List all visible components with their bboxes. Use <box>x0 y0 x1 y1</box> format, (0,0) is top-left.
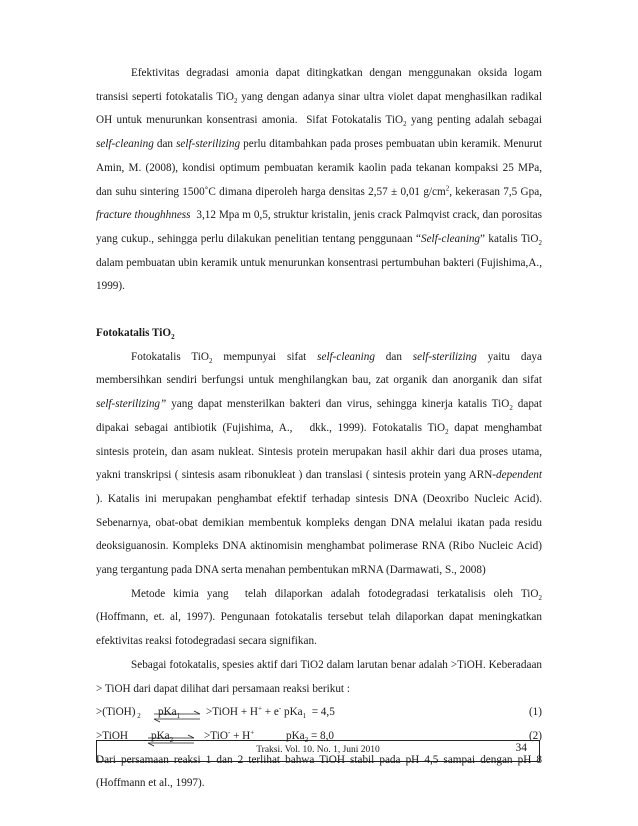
eq1-products: >TiOH + H+ + e- pKa$_1$ = 4,5 <box>206 704 335 721</box>
eq2-number: (2) <box>528 729 542 742</box>
eq1-number: (1) <box>528 706 542 719</box>
section-heading: Fotokatalis TiO$_2$ <box>96 327 175 342</box>
body-text <box>96 62 542 796</box>
page-number: 34 <box>515 742 527 754</box>
footer-box <box>96 740 540 762</box>
eq1-reactant: >(TiOH) $_2$ <box>96 706 141 721</box>
eq2-products: >TiO- + H+ <box>204 728 255 742</box>
equilibrium-arrow-icon <box>152 710 202 724</box>
equation-1 <box>96 701 542 725</box>
paragraph-4: Sebagai fotokatalis, spesies aktif dari TiO2 dalam larutan benar adalah >TiOH. Keberadaan > TiOH dari dapat dilihat dari persamaan reaksi berikut : <box>96 658 542 695</box>
paragraph-5: Dari persamaan reaksi 1 dan 2 terlihat bahwa TiOH stabil pada pH 4,5 sampai dengan pH 8 (Hoffmann et al., 1997). <box>96 753 542 790</box>
paragraph-3: Metode kimia yang telah dilaporkan adalah fotodegradasi terkatalisis oleh TiO$_2$ (Hoffmann, et. al, 1997). Pengunaan fotokatalis tersebut telah dilaporkan dapat meningkatkan efektivitas reaksi fotodegradasi secara signifikan. <box>96 587 542 648</box>
paragraph-1: Efektivitas degradasi amonia dapat ditingkatkan dengan menggunakan oksida logam transisi seperti fotokatalis TiO$_2$ yang dengan adanya sinar ultra violet dapat menghasilkan radikal OH untuk menurunkan konsentrasi amonia. Sifat Fotokatalis TiO$_2$ yang penting adalah sebagai self-cleaning dan self-sterilizing perlu ditambahkan pada proses pembuatan ubin keramik. Menurut Amin, M. (2008), kondisi optimum pembuatan keramik kaolin pada tekanan kompaksi 25 MPa, dan suhu sintering 1500˚C dimana diperoleh harga densitas 2,57 ± 0,01 $g/cm^2$, kekerasan 7,5 Gpa, fracture thoughhness 3,12 Mpa m 0,5, struktur kristalin, jenis crack Palmqvist crack, dan porositas yang cukup., sehingga perlu dilakukan penelitian tentang penggunaan “Self-cleaning” katalis TiO$_2$ dalam pembuatan ubin keramik untuk menurunkan konsentrasi pertumbuhan bakteri (Fujishima,A., 1999). <box>96 67 542 293</box>
eq2-value: pKa$_2$ = 8,0 <box>286 729 335 745</box>
eq2-pka-label: pKa$_2$ <box>151 729 174 745</box>
eq1-pka-label: pKa$_1$ <box>158 706 181 721</box>
eq2-reactant: >TiOH <box>96 729 129 742</box>
journal-citation: Traksi. Vol. 10. No. 1, Juni 2010 <box>256 745 380 755</box>
paragraph-2: Fotokatalis TiO$_2$ mempunyai sifat self-cleaning dan self-sterilizing yaitu daya membersihkan sendiri berfungsi untuk menghilangkan bau, zat organik dan anorganik dan sifat self-sterilizing” yang dapat mensterilkan bakteri dan virus, sehingga kinerja katalis TiO$_2$ dapat dipakai sebagai antibiotik (Fujishima, A., dkk., 1999). Fotokatalis TiO$_2$ dapat menghambat sintesis protein, dan asam nukleat. Sintesis protein merupakan hasil akhir dari dua proses utama, yakni transkripsi ( sintesis asam ribonukleat ) dan translasi ( sintesis protein yang ARN-dependent ). Katalis ini merupakan penghambat efektif terhadap sintesis DNA (Deoxribo Nucleic Acid). Sebenarnya, obat-obat demikian membentuk kompleks dengan DNA melalui ikatan pada residu deoksiguanosin. Kompleks DNA aktinomisin menghambat polimerase RNA (Ribo Nucleic Acid) yang tergantung pada DNA serta menahan pembentukan mRNA (Darmawati, S., 2008) <box>96 350 543 577</box>
